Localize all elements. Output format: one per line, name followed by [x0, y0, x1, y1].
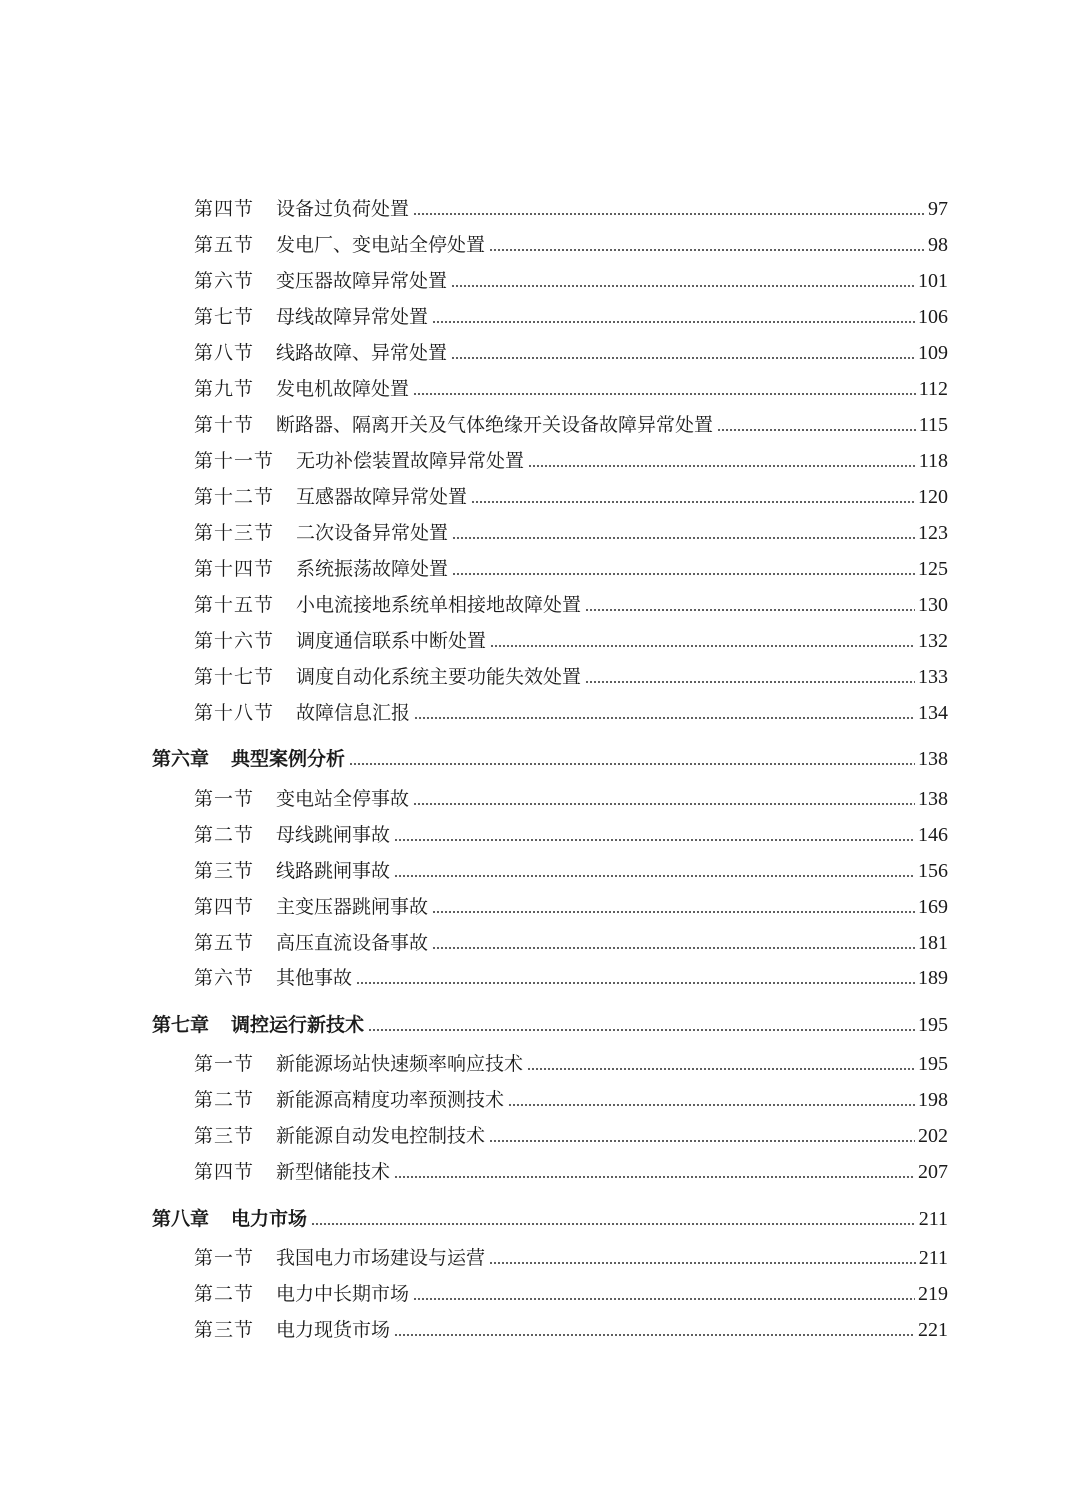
page-number: 134 — [918, 702, 948, 724]
section-number: 第六节 — [194, 967, 255, 989]
page-number: 109 — [918, 342, 948, 364]
section-number: 第三节 — [194, 860, 255, 882]
section-title: 二次设备异常处置 — [296, 522, 449, 544]
page-number: 106 — [918, 306, 948, 328]
dot-leader — [394, 875, 915, 877]
chapter-title: 调控运行新技术 — [231, 1014, 365, 1036]
section-title: 小电流接地系统单相接地故障处置 — [296, 594, 582, 616]
dot-leader — [311, 1223, 916, 1225]
section-title: 无功补偿装置故障异常处置 — [296, 450, 525, 472]
section-number: 第四节 — [194, 1161, 255, 1183]
page-number: 123 — [918, 522, 948, 544]
toc-section-row — [194, 1243, 948, 1273]
page-number: 221 — [918, 1319, 948, 1341]
toc-section-row — [194, 698, 948, 728]
section-title: 新能源场站快速频率响应技术 — [276, 1053, 524, 1075]
toc-section-row — [194, 1085, 948, 1115]
chapter-title: 典型案例分析 — [231, 748, 346, 770]
toc-section-row — [194, 820, 948, 850]
section-title: 主变压器跳闸事故 — [276, 896, 429, 918]
section-number: 第十三节 — [194, 522, 275, 544]
toc-section-row — [194, 626, 948, 656]
dot-leader — [356, 982, 915, 984]
section-number: 第二节 — [194, 1089, 255, 1111]
toc-section-row — [194, 856, 948, 886]
dot-leader — [489, 1262, 916, 1264]
dot-leader — [528, 465, 916, 467]
page-number: 189 — [918, 967, 948, 989]
section-title: 发电机故障处置 — [276, 378, 410, 400]
toc-section-row — [194, 302, 948, 332]
section-title: 母线跳闸事故 — [276, 824, 391, 846]
toc-section-row — [194, 446, 948, 476]
dot-leader — [471, 501, 915, 503]
chapter-number: 第七章 — [152, 1014, 210, 1036]
toc-section-row — [194, 410, 948, 440]
section-title: 新能源自动发电控制技术 — [276, 1125, 486, 1147]
toc-section-row — [194, 963, 948, 993]
page-number: 211 — [918, 1208, 948, 1230]
dot-leader — [717, 429, 916, 431]
toc-section-row — [194, 230, 948, 260]
section-title: 变电站全停事故 — [276, 788, 410, 810]
section-title: 电力现货市场 — [276, 1319, 391, 1341]
page-number: 132 — [918, 630, 948, 652]
dot-leader — [413, 213, 925, 215]
page-number: 169 — [918, 896, 948, 918]
section-number: 第一节 — [194, 788, 255, 810]
page-number: 118 — [918, 450, 948, 472]
section-title: 发电厂、变电站全停处置 — [276, 234, 486, 256]
toc-section-row — [194, 1279, 948, 1309]
section-number: 第一节 — [194, 1247, 255, 1269]
toc-chapter-row — [152, 744, 948, 774]
page-number: 202 — [918, 1125, 948, 1147]
page-number: 97 — [928, 198, 948, 220]
toc-section-row — [194, 374, 948, 404]
section-number: 第九节 — [194, 378, 255, 400]
dot-leader — [414, 717, 915, 719]
page-number: 112 — [918, 378, 948, 400]
section-title: 故障信息汇报 — [296, 702, 411, 724]
toc-chapter-row — [152, 1010, 948, 1040]
toc-section-row — [194, 482, 948, 512]
section-number: 第七节 — [194, 306, 255, 328]
dot-leader — [413, 393, 916, 395]
dot-leader — [489, 1140, 915, 1142]
dot-leader — [489, 249, 925, 251]
dot-leader — [349, 763, 915, 765]
page-number: 156 — [918, 860, 948, 882]
dot-leader — [451, 357, 915, 359]
section-number: 第四节 — [194, 896, 255, 918]
chapter-number: 第八章 — [152, 1208, 210, 1230]
page-number: 101 — [918, 270, 948, 292]
page-number: 211 — [918, 1247, 948, 1269]
dot-leader — [394, 839, 915, 841]
page-number: 125 — [918, 558, 948, 580]
toc-section-row — [194, 928, 948, 958]
dot-leader — [432, 947, 915, 949]
section-title: 线路跳闸事故 — [276, 860, 391, 882]
page-number: 133 — [918, 666, 948, 688]
section-number: 第十七节 — [194, 666, 275, 688]
section-title: 断路器、隔离开关及气体绝缘开关设备故障异常处置 — [276, 414, 714, 436]
toc-section-row — [194, 554, 948, 584]
page-number: 195 — [918, 1014, 948, 1036]
page-number: 146 — [918, 824, 948, 846]
dot-leader — [527, 1068, 915, 1070]
section-title: 新型储能技术 — [276, 1161, 391, 1183]
section-number: 第四节 — [194, 198, 255, 220]
section-title: 母线故障异常处置 — [276, 306, 429, 328]
toc-section-row — [194, 590, 948, 620]
toc-section-row — [194, 1049, 948, 1079]
page-number: 98 — [928, 234, 948, 256]
dot-leader — [451, 285, 915, 287]
section-number: 第十节 — [194, 414, 255, 436]
page-number: 195 — [918, 1053, 948, 1075]
section-title: 调度自动化系统主要功能失效处置 — [296, 666, 582, 688]
chapter-title: 电力市场 — [231, 1208, 308, 1230]
dot-leader — [508, 1104, 915, 1106]
section-title: 系统振荡故障处置 — [296, 558, 449, 580]
page-number: 138 — [918, 748, 948, 770]
toc-section-row — [194, 194, 948, 224]
page-number: 207 — [918, 1161, 948, 1183]
section-number: 第五节 — [194, 932, 255, 954]
section-title: 高压直流设备事故 — [276, 932, 429, 954]
section-number: 第十八节 — [194, 702, 275, 724]
section-number: 第十二节 — [194, 486, 275, 508]
toc-section-row — [194, 1157, 948, 1187]
page-number: 130 — [918, 594, 948, 616]
section-title: 电力中长期市场 — [276, 1283, 410, 1305]
section-number: 第十六节 — [194, 630, 275, 652]
section-number: 第三节 — [194, 1319, 255, 1341]
section-number: 第八节 — [194, 342, 255, 364]
section-number: 第六节 — [194, 270, 255, 292]
section-title: 其他事故 — [276, 967, 353, 989]
section-title: 变压器故障异常处置 — [276, 270, 448, 292]
section-title: 线路故障、异常处置 — [276, 342, 448, 364]
section-number: 第十五节 — [194, 594, 275, 616]
toc-section-row — [194, 338, 948, 368]
dot-leader — [452, 537, 915, 539]
section-title: 调度通信联系中断处置 — [296, 630, 487, 652]
page-number: 198 — [918, 1089, 948, 1111]
dot-leader — [368, 1029, 915, 1031]
section-number: 第一节 — [194, 1053, 255, 1075]
chapter-number: 第六章 — [152, 748, 210, 770]
section-title: 互感器故障异常处置 — [296, 486, 468, 508]
page-number: 115 — [918, 414, 948, 436]
dot-leader — [452, 573, 915, 575]
page-number: 219 — [918, 1283, 948, 1305]
dot-leader — [413, 1298, 915, 1300]
section-number: 第二节 — [194, 824, 255, 846]
section-title: 新能源高精度功率预测技术 — [276, 1089, 505, 1111]
section-title: 设备过负荷处置 — [276, 198, 410, 220]
dot-leader — [585, 609, 915, 611]
toc-section-row — [194, 1121, 948, 1151]
dot-leader — [394, 1176, 915, 1178]
section-number: 第二节 — [194, 1283, 255, 1305]
dot-leader — [490, 645, 915, 647]
toc-section-row — [194, 662, 948, 692]
dot-leader — [394, 1334, 915, 1336]
page-number: 138 — [918, 788, 948, 810]
toc-section-row — [194, 892, 948, 922]
toc-section-row — [194, 518, 948, 548]
dot-leader — [432, 321, 915, 323]
page-number: 181 — [918, 932, 948, 954]
toc-section-row — [194, 1315, 948, 1345]
page-number: 120 — [918, 486, 948, 508]
section-number: 第十四节 — [194, 558, 275, 580]
dot-leader — [585, 681, 915, 683]
dot-leader — [413, 803, 915, 805]
toc-section-row — [194, 266, 948, 296]
toc-chapter-row — [152, 1204, 948, 1234]
section-title: 我国电力市场建设与运营 — [276, 1247, 486, 1269]
toc-section-row — [194, 784, 948, 814]
dot-leader — [432, 911, 915, 913]
section-number: 第三节 — [194, 1125, 255, 1147]
section-number: 第十一节 — [194, 450, 275, 472]
section-number: 第五节 — [194, 234, 255, 256]
